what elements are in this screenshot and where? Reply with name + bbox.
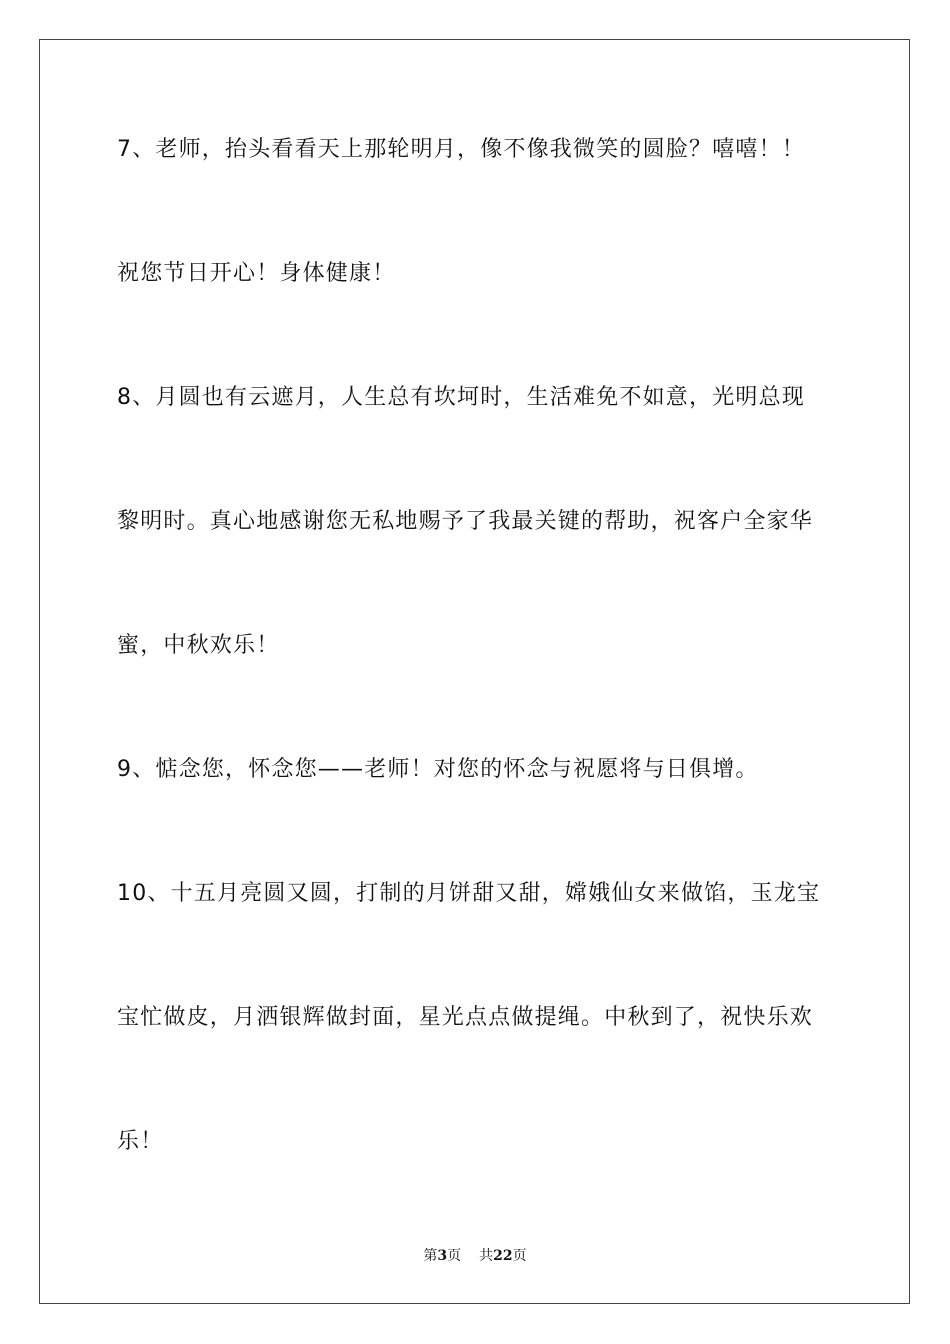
paragraph-7-line-2: 祝您节日开心！身体健康！ bbox=[117, 261, 396, 286]
footer-total-suffix: 页 bbox=[512, 1248, 527, 1264]
paragraph-8-line-1: 8、月圆也有云遮月，人生总有坎坷时，生活难免不如意，光明总现 bbox=[117, 385, 805, 410]
footer-page-prefix: 第 bbox=[423, 1248, 438, 1264]
paragraph-9-line-1: 9、惦念您，怀念您——老师！对您的怀念与祝愿将与日俱增。 bbox=[117, 757, 759, 782]
page-border bbox=[39, 39, 910, 1304]
paragraph-8-line-2: 黎明时。真心地感谢您无私地赐予了我最关键的帮助，祝客户全家华 bbox=[117, 509, 814, 534]
paragraph-10-line-2: 宝忙做皮，月洒银辉做封面，星光点点做提绳。中秋到了，祝快乐欢 bbox=[117, 1005, 814, 1030]
footer-total-prefix: 共 bbox=[479, 1248, 494, 1264]
paragraph-10-line-1: 10、十五月亮圆又圆，打制的月饼甜又甜，嫦娥仙女来做馅，玉龙宝 bbox=[117, 881, 821, 906]
footer-page-number: 3 bbox=[437, 1248, 448, 1264]
footer-page-suffix: 页 bbox=[447, 1248, 462, 1264]
page-footer bbox=[0, 1247, 950, 1265]
footer-total-pages: 22 bbox=[493, 1248, 513, 1264]
paragraph-10-line-3: 乐！ bbox=[117, 1129, 164, 1154]
paragraph-8-line-3: 蜜，中秋欢乐！ bbox=[117, 633, 280, 658]
paragraph-7-line-1: 7、老师，抬头看看天上那轮明月，像不像我微笑的圆脸？嘻嘻！！ bbox=[117, 137, 805, 162]
